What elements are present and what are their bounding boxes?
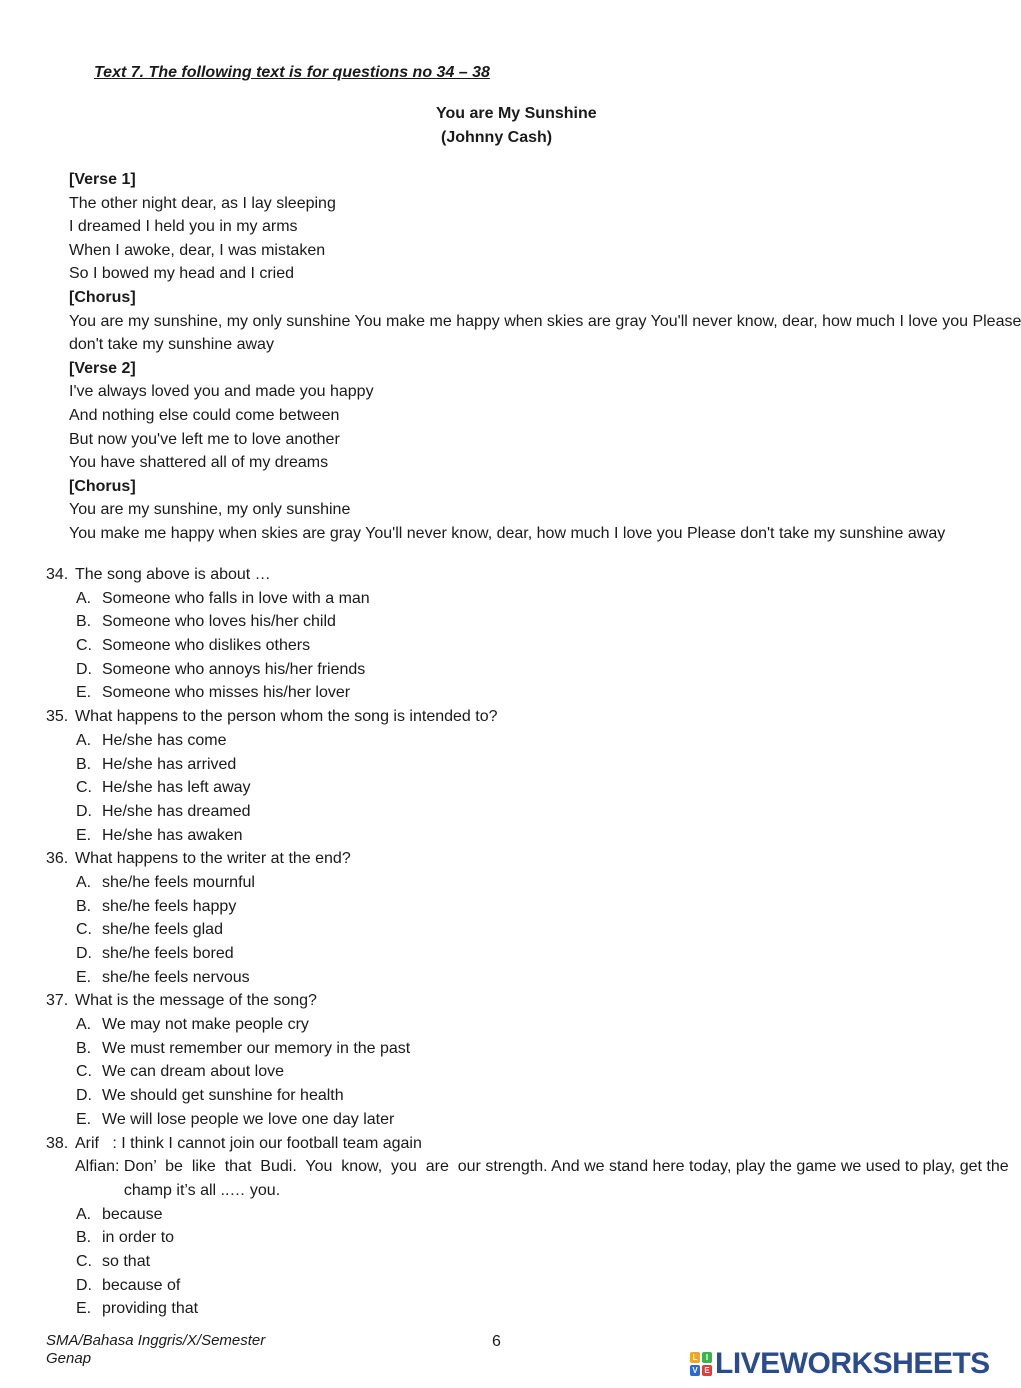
option-text: He/she has left away [102, 779, 251, 797]
option-34-d[interactable] [46, 658, 966, 682]
liveworksheets-logo[interactable] [690, 1349, 990, 1379]
option-36-b[interactable] [46, 895, 966, 919]
question-number: 37. [46, 992, 69, 1010]
option-letter: D. [76, 1087, 92, 1105]
lyric-line: You are my sunshine, my only sunshine [69, 501, 351, 519]
question-37 [46, 989, 966, 1013]
lyric-line: So I bowed my head and I cried [69, 265, 295, 283]
option-37-b[interactable] [46, 1037, 966, 1061]
option-text: she/he feels nervous [102, 968, 250, 986]
option-letter: B. [76, 897, 92, 915]
question-number: 35. [46, 708, 69, 726]
question-number: 36. [46, 850, 69, 868]
option-36-d[interactable] [46, 942, 966, 966]
option-34-a[interactable] [46, 587, 966, 611]
option-letter: E. [76, 968, 92, 986]
brand-name: LIVEWORKSHEETS [715, 1347, 990, 1380]
option-letter: D. [76, 1276, 92, 1294]
option-letter: E. [76, 1300, 92, 1318]
chorus1-label: [Chorus] [69, 288, 136, 306]
option-37-a[interactable] [46, 1013, 966, 1037]
option-letter: A. [76, 731, 92, 749]
option-letter: B. [76, 1229, 92, 1247]
option-text: We will lose people we love one day later [102, 1110, 395, 1128]
option-text: He/she has awaken [102, 826, 243, 844]
question-34 [46, 563, 966, 587]
dialogue-line [46, 1155, 1009, 1202]
option-34-c[interactable] [46, 634, 966, 658]
question-text: What is the message of the song? [75, 992, 317, 1010]
song-lyrics [69, 168, 1021, 546]
option-text: she/he feels mournful [102, 873, 255, 891]
dialogue-text-line1: Don’ be like that Budi. You know, you are our strength. And we stand here today, play the game we used to play, get the [123, 1158, 1009, 1176]
option-37-d[interactable] [46, 1084, 966, 1108]
question-number: 34. [46, 566, 69, 583]
option-36-e[interactable] [46, 966, 966, 990]
question-text: The song above is about … [75, 566, 271, 583]
option-letter: A. [76, 873, 92, 891]
option-34-e[interactable] [46, 681, 966, 705]
logo-tile-v: V [690, 1365, 700, 1376]
option-text: Someone who misses his/her lover [102, 684, 351, 702]
option-text: Someone who annoys his/her friends [102, 660, 366, 678]
question-text: What happens to the writer at the end? [75, 850, 351, 868]
logo-tile-l: L [690, 1352, 700, 1363]
section-heading: Text 7. The following text is for questions no 34 – 38 [94, 64, 490, 81]
option-36-a[interactable] [46, 871, 966, 895]
dialogue-text [124, 1155, 1009, 1202]
option-text: Someone who loves his/her child [102, 613, 336, 631]
option-text: He/she has arrived [102, 755, 237, 773]
lyric-line: I dreamed I held you in my arms [69, 218, 298, 236]
liveworksheets-icon [690, 1352, 712, 1376]
option-letter: B. [76, 613, 92, 631]
option-letter: A. [76, 1016, 92, 1034]
lyric-line: You are my sunshine, my only sunshine You make me happy when skies are gray You'll never know, dear, how much I love you Please [69, 312, 1021, 330]
option-text: He/she has dreamed [102, 802, 251, 820]
option-letter: C. [76, 1252, 92, 1270]
option-text: she/he feels bored [102, 945, 234, 962]
option-text: she/he feels glad [102, 921, 223, 939]
lyric-line: I've always loved you and made you happy [69, 383, 374, 401]
lyric-line: You have shattered all of my dreams [69, 454, 329, 472]
song-title: You are My Sunshine [436, 105, 597, 122]
option-35-a[interactable] [46, 729, 966, 753]
option-letter: B. [76, 755, 92, 773]
question-38 [46, 1132, 966, 1156]
lyric-line: don't take my sunshine away [69, 336, 274, 354]
option-37-e[interactable] [46, 1108, 966, 1132]
lyric-line: When I awoke, dear, I was mistaken [69, 241, 326, 259]
option-35-b[interactable] [46, 753, 966, 777]
lyric-line: But now you've left me to love another [69, 430, 340, 448]
option-37-c[interactable] [46, 1060, 966, 1084]
dialogue-speaker: Alfian: [75, 1158, 124, 1176]
question-36 [46, 847, 966, 871]
option-35-d[interactable] [46, 800, 966, 824]
option-text: Someone who dislikes others [102, 637, 311, 655]
page-number: 6 [492, 1333, 501, 1350]
option-text: Someone who falls in love with a man [102, 589, 370, 607]
option-letter: E. [76, 826, 92, 844]
option-38-a[interactable] [46, 1203, 966, 1227]
option-letter: D. [76, 802, 92, 820]
option-text: We can dream about love [102, 1063, 285, 1081]
option-text: because of [102, 1276, 181, 1294]
option-34-b[interactable] [46, 610, 966, 634]
chorus2-label: [Chorus] [69, 477, 136, 495]
lyric-line: You make me happy when skies are gray You'll never know, dear, how much I love you Please don't take my sunshine away [69, 524, 946, 542]
question-text: Arif : I think I cannot join our football team again [75, 1134, 422, 1152]
option-letter: D. [76, 945, 92, 962]
option-36-c[interactable] [46, 918, 966, 942]
option-text: We must remember our memory in the past [102, 1039, 411, 1057]
question-list [46, 563, 1009, 1321]
option-38-d[interactable] [46, 1274, 966, 1298]
option-letter: C. [76, 921, 92, 939]
option-38-e[interactable] [46, 1297, 966, 1321]
option-text: so that [102, 1252, 151, 1270]
option-35-e[interactable] [46, 824, 966, 848]
option-text: providing that [102, 1300, 199, 1318]
option-letter: B. [76, 1039, 92, 1057]
song-artist: (Johnny Cash) [441, 129, 553, 146]
option-text: He/she has come [102, 731, 227, 749]
option-38-b[interactable] [46, 1226, 966, 1250]
verse1-label: [Verse 1] [69, 171, 136, 188]
lyric-line: And nothing else could come between [69, 406, 340, 424]
option-letter: C. [76, 779, 92, 797]
option-letter: D. [76, 660, 92, 678]
logo-tile-i: I [702, 1352, 712, 1363]
option-letter: C. [76, 1063, 92, 1081]
question-35 [46, 705, 966, 729]
option-text: We should get sunshine for health [102, 1087, 344, 1105]
verse2-label: [Verse 2] [69, 359, 136, 377]
option-38-c[interactable] [46, 1250, 966, 1274]
option-text: she/he feels happy [102, 897, 237, 915]
option-letter: A. [76, 1205, 92, 1223]
option-letter: E. [76, 1110, 92, 1128]
question-number: 38. [46, 1134, 69, 1152]
option-text: because [102, 1205, 163, 1223]
option-text: in order to [102, 1229, 175, 1247]
option-35-c[interactable] [46, 776, 966, 800]
option-letter: C. [76, 637, 92, 655]
option-letter: E. [76, 684, 92, 702]
option-letter: A. [76, 589, 92, 607]
lyric-line: The other night dear, as I lay sleeping [69, 194, 336, 212]
question-text: What happens to the person whom the song is intended to? [75, 708, 498, 726]
dialogue-text-line2: champ it’s all ..… you. [123, 1181, 281, 1199]
logo-tile-e: E [702, 1365, 712, 1376]
option-text: We may not make people cry [102, 1016, 309, 1034]
footer-course: SMA/Bahasa Inggris/X/Semester Genap [46, 1332, 266, 1367]
